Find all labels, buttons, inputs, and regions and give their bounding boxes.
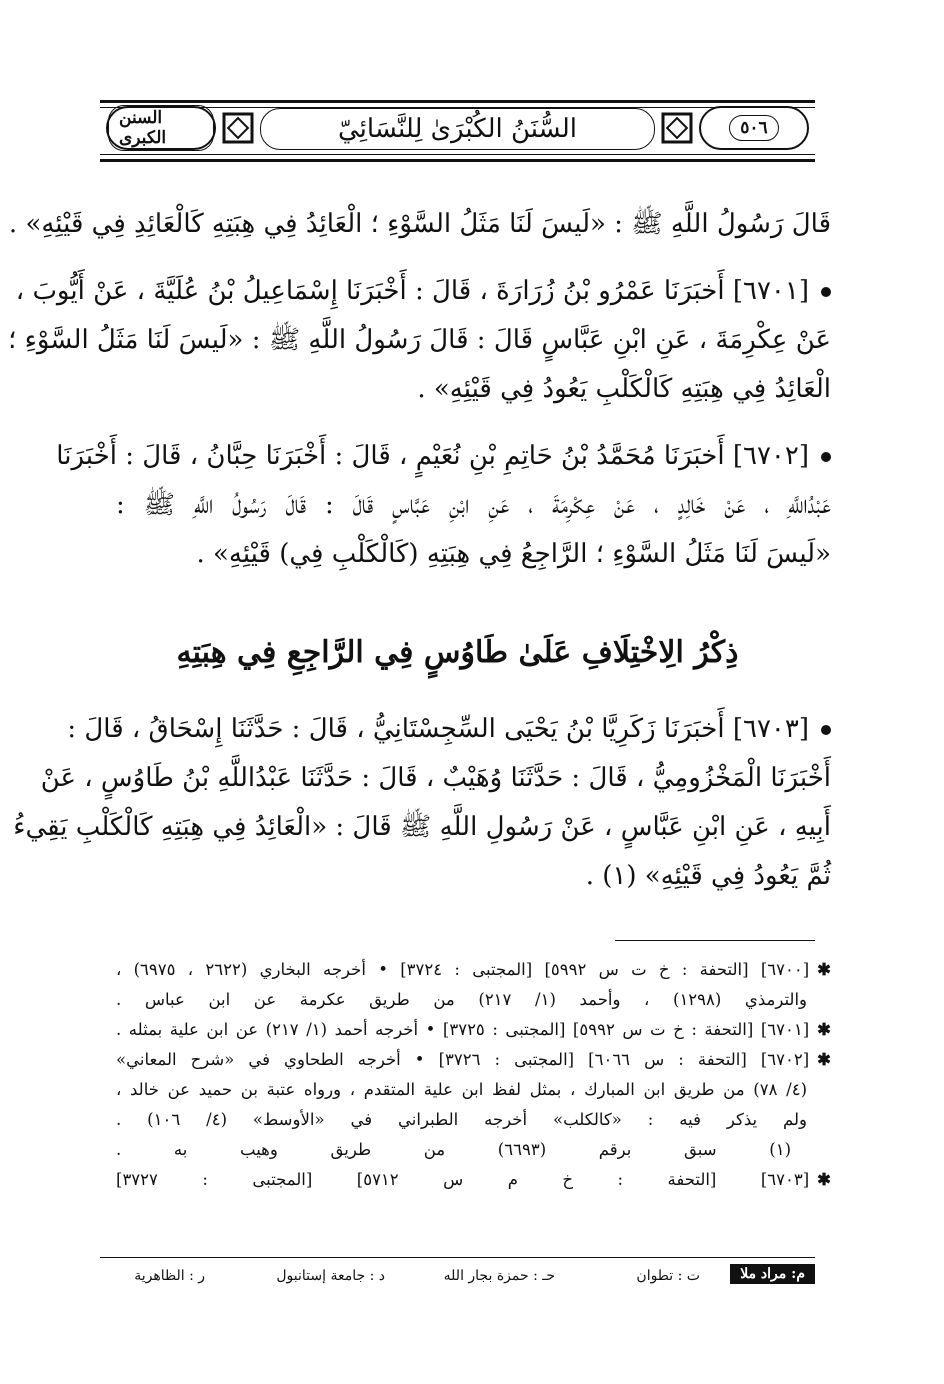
footnote-line: ✱[٦٧٠١] [التحفة : خ ت س ٥٩٩٢] [المجتبى : ٣٧٢٥] • أخرجه أحمد (١/ ٢١٧) عن ابن علية بمثله . (116, 1020, 831, 1039)
page-number: ٥٠٦ (729, 115, 778, 141)
text-line: [٦٧٠٢] أَخبَرَنَا مُحَمَّدُ بْنُ حَاتِمِ بْنِ نُعَيْمٍ ، قَالَ : أَخْبَرَنَا حِبَّانُ ، قَالَ : أَخْبَرَنَا (116, 432, 831, 481)
manuscript-sigla-footer (100, 1262, 815, 1292)
footnote-line: (٤/ ٧٨) من طريق ابن المبارك ، بمثل لفظ ابن علية المتقدم ، ورواه عتبة بن حميد عن خالد ، (116, 1080, 807, 1099)
siglum-badge: م: مراد ملا (730, 1264, 815, 1284)
asterisk-icon: ✱ (817, 1050, 831, 1069)
running-title-band (260, 108, 655, 150)
text-line: أَخْبَرَنَا الْمَخْزُومِيُّ ، قَالَ : حَدَّثَنَا وُهَيْبٌ ، قَالَ : حَدَّثَنَا عَبْدُاللَّهِ بْنُ طَاوُسٍ ، عَنْ (40, 763, 831, 793)
asterisk-icon: ✱ (817, 1170, 831, 1189)
bullet-icon (821, 725, 831, 735)
footnote-line: ✱[٦٧٠٢] [التحفة : س ٦٠٦٦] [المجتبى : ٣٧٢٦] • أخرجه الطحاوي في «شرح المعاني» (116, 1050, 831, 1069)
page-header (100, 100, 815, 162)
footnote-separator (615, 940, 815, 941)
footnotes (116, 955, 831, 1195)
siglum-d: د : جامعة إستانبول (276, 1268, 385, 1284)
header-emblem (106, 106, 216, 150)
text-line: ثُمَّ يَعُودُ فِي قَيْئِهِ» (١) . (585, 861, 831, 891)
main-text-block-1 (8, 200, 831, 579)
text-line: عَنْ عِكْرِمَةَ ، عَنِ ابْنِ عَبَّاسٍ قَالَ : قَالَ رَسُولُ اللَّهِ ﷺ : «لَيسَ لَنَا مَثَلُ السَّوْءِ ؛ (8, 325, 831, 355)
bullet-icon (821, 287, 831, 297)
knot-ornament-icon (659, 110, 695, 146)
text-line: [٦٧٠١] أَخبَرَنَا عَمْرُو بْنُ زُرَارَةَ ، قَالَ : أَخْبَرَنَا إِسْمَاعِيلُ بْنُ عُلَيَّةَ ، عَنْ أَيُّوبَ ، (116, 267, 831, 316)
siglum-r: ر : الظاهرية (134, 1268, 205, 1284)
text-line: «لَيسَ لَنَا مَثَلُ السَّوْءِ ؛ الرَّاجِعُ فِي هِبَتِهِ (كَالْكَلْبِ فِي) قَيْئِهِ» . (196, 539, 831, 569)
running-title: السُّنَنُ الكُبْرَىٰ لِلنَّسَائِيّ (338, 114, 577, 144)
main-text-block-2 (13, 705, 831, 901)
footnote-line: ولم يذكر فيه : «كالكلب» أخرجه الطبراني في «الأوسط» (٤/ ١٠٦) . (116, 1110, 807, 1129)
emblem-text: السنن الكبرى (108, 105, 214, 151)
siglum-h: حـ : حمزة بجار الله (443, 1268, 555, 1284)
page-number-box (699, 106, 809, 150)
text-line: عَبْدُاللَّهِ ، عَنْ خَالِدٍ ، عَنْ عِكْرِمَةَ ، عَنِ ابْنِ عَبَّاسٍ قَالَ : قَالَ رَسُولُ اللَّهِ ﷺ : (116, 490, 831, 520)
text-line: الْعَائِدُ فِي هِبَتِهِ كَالْكَلْبِ يَعُودُ فِي قَيْئِهِ» . (417, 374, 831, 404)
footnote-line: والترمذي (١٢٩٨) ، وأحمد (١/ ٢١٧) من طريق عكرمة عن ابن عباس . (116, 990, 808, 1009)
footnote-line: ✱[٦٧٠٠] [التحفة : خ ت س ٥٩٩٢] [المجتبى : ٣٧٢٤] • أخرجه البخاري (٢٦٢٢ ، ٦٩٧٥) ، (116, 960, 831, 979)
text-line: قَالَ رَسُولُ اللَّهِ ﷺ : «لَيسَ لَنَا مَثَلُ السَّوْءِ ؛ الْعَائِدُ فِي هِبَتِهِ كَالْعَائِدِ فِي قَيْئِهِ» . (8, 209, 831, 239)
asterisk-icon: ✱ (817, 960, 831, 979)
text-line: أَبِيهِ ، عَنِ ابْنِ عَبَّاسٍ ، عَنْ رَسُولِ اللَّهِ ﷺ قَالَ : «الْعَائِدُ فِي هِبَتِهِ كَالْكَلْبِ يَقِيءُ (13, 812, 831, 842)
footnote-line: (١) سبق برقم (٦٦٩٣) من طريق وهيب به . (116, 1140, 791, 1159)
section-heading: ذِكْرُ الِاخْتِلَافِ عَلَىٰ طَاوُسٍ فِي الرَّاجِعِ فِي هِبَتِهِ (176, 635, 739, 670)
footnote-line: ✱[٦٧٠٣] [التحفة : خ م س ٥٧١٢] [المجتبى : ٣٧٢٧] (116, 1170, 831, 1189)
bullet-icon (821, 452, 831, 462)
knot-ornament-icon (220, 110, 256, 146)
asterisk-icon: ✱ (817, 1020, 831, 1039)
footer-rule (100, 1257, 815, 1258)
text-line: [٦٧٠٣] أَخبَرَنَا زَكَرِيَّا بْنُ يَحْيَى السِّجِسْتَانِيُّ ، قَالَ : حَدَّثَنَا إِسْحَاقُ ، قَالَ : (116, 705, 831, 754)
siglum-t: ت : تطوان (636, 1268, 700, 1284)
